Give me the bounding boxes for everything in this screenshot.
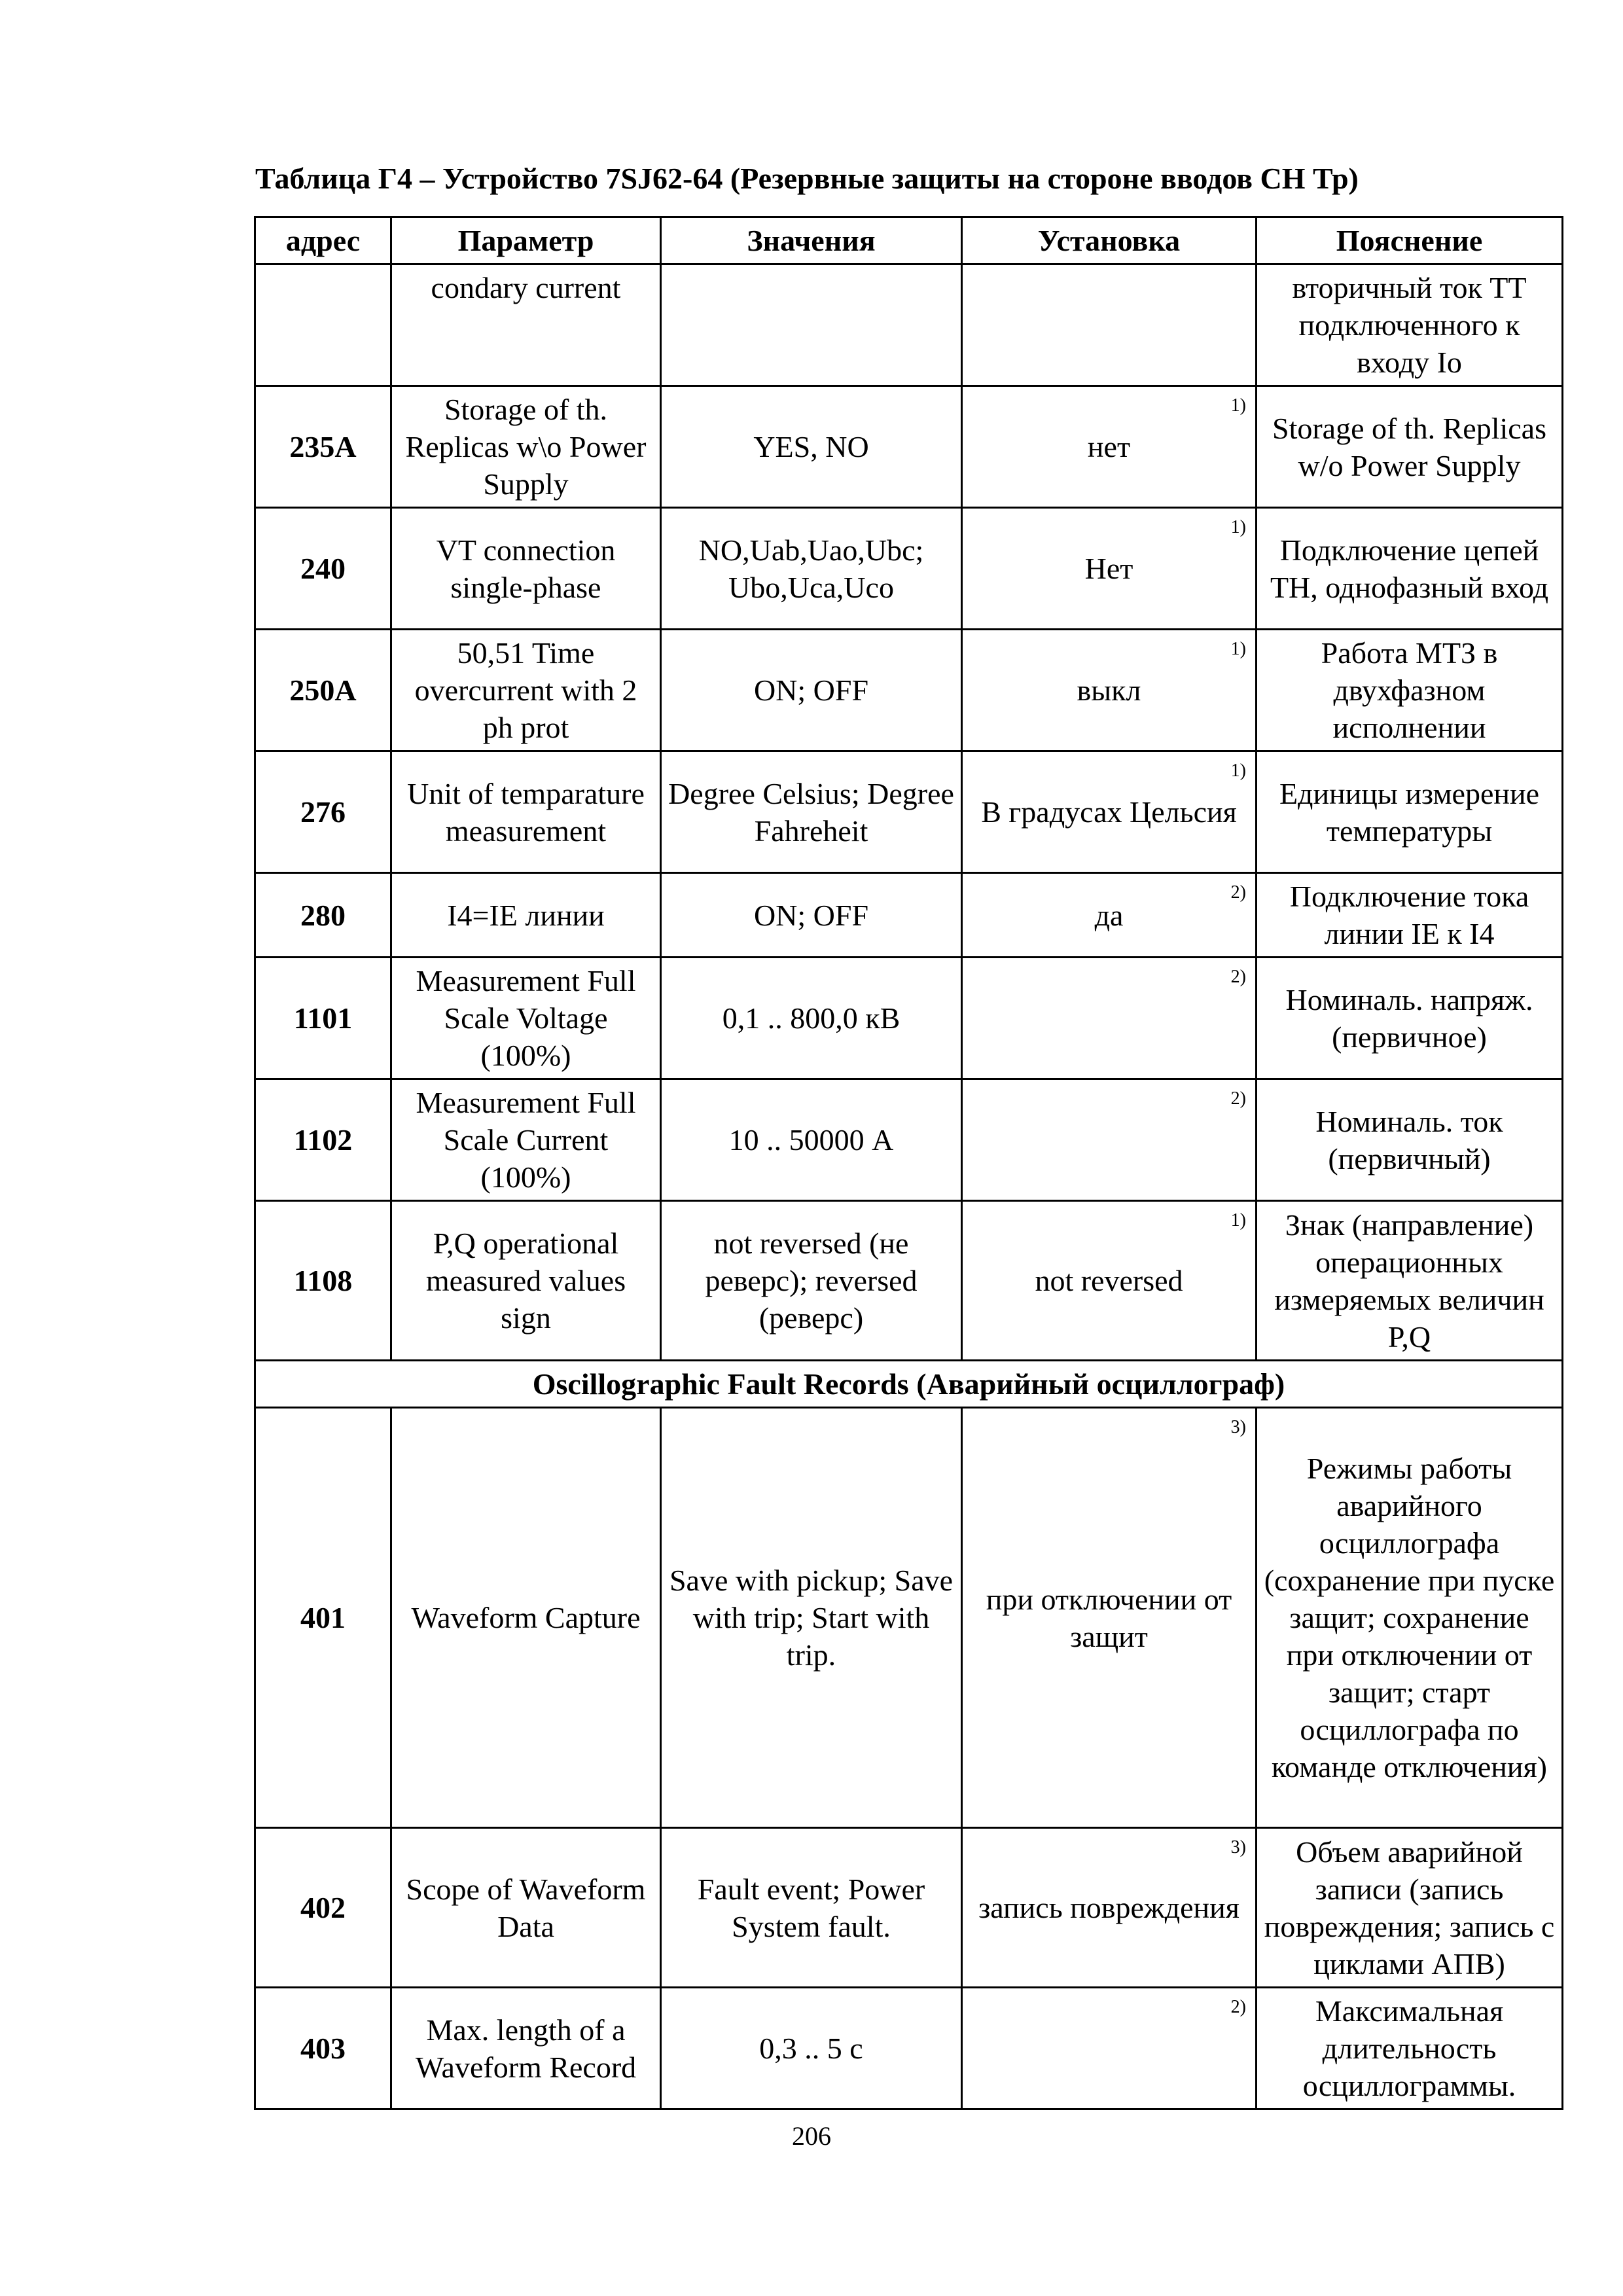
setting-text: при отключении от защит (986, 1582, 1232, 1653)
cell-address: 240 (255, 508, 391, 630)
setting-text: выкл (1077, 673, 1141, 707)
cell-parameter: Max. length of a Waveform Record (391, 1988, 661, 2109)
setting-text: not reversed (1035, 1264, 1183, 1297)
cell-explanation: Объем аварийной записи (запись повреждения; запись с циклами АПВ) (1257, 1828, 1563, 1988)
cell-setting (962, 1079, 1257, 1201)
footnote-mark: 2) (1230, 967, 1246, 987)
cell-parameter: Measurement Full Scale Current (100%) (391, 1079, 661, 1201)
page-number: 206 (792, 2121, 831, 2151)
cell-address (255, 264, 391, 386)
cell-address: 403 (255, 1988, 391, 2109)
cell-parameter: Unit of temparature measurement (391, 751, 661, 873)
cell-values: ON; OFF (661, 873, 962, 958)
table-row (255, 958, 1563, 1079)
header-setting: Установка (962, 217, 1257, 264)
footnote-mark: 1) (1230, 639, 1246, 659)
footnote-mark: 1) (1230, 1210, 1246, 1230)
cell-explanation: Знак (направление) операционных измеряемых величин P,Q (1257, 1201, 1563, 1361)
cell-setting (962, 1828, 1257, 1988)
table-row (255, 1079, 1563, 1201)
cell-values (661, 264, 962, 386)
cell-values: YES, NO (661, 386, 962, 508)
section-row (255, 1361, 1563, 1408)
footnote-mark: 1) (1230, 517, 1246, 537)
cell-parameter: Measurement Full Scale Voltage (100%) (391, 958, 661, 1079)
cell-explanation: Единицы измерение температуры (1257, 751, 1563, 873)
footnote-mark: 2) (1230, 882, 1246, 903)
cell-explanation: Storage of th. Replicas w/o Power Supply (1257, 386, 1563, 508)
cell-address: 280 (255, 873, 391, 958)
cell-setting (962, 873, 1257, 958)
cell-explanation: Номиналь. напряж. (первичное) (1257, 958, 1563, 1079)
cell-explanation: Работа МТЗ в двухфазном исполнении (1257, 630, 1563, 751)
section-title: Oscillographic Fault Records (Аварийный осциллограф) (255, 1361, 1563, 1408)
cell-parameter: P,Q operational measured values sign (391, 1201, 661, 1361)
cell-setting (962, 751, 1257, 873)
cell-values: 10 .. 50000 А (661, 1079, 962, 1201)
table-row (255, 508, 1563, 630)
table-row (255, 751, 1563, 873)
cell-values: 0,3 .. 5 с (661, 1988, 962, 2109)
cell-parameter: Scope of Waveform Data (391, 1828, 661, 1988)
cell-setting (962, 1201, 1257, 1361)
cell-parameter: Waveform Capture (391, 1408, 661, 1828)
settings-table (254, 216, 1563, 2110)
cell-values: not reversed (не реверс); reversed (реверс) (661, 1201, 962, 1361)
table-row (255, 1201, 1563, 1361)
table-row (255, 1408, 1563, 1828)
setting-text: запись повреждения (978, 1891, 1240, 1924)
footnote-mark: 1) (1230, 395, 1246, 416)
table-row (255, 1988, 1563, 2109)
cell-explanation: Максимальная длительность осциллограммы. (1257, 1988, 1563, 2109)
cell-address: 250A (255, 630, 391, 751)
cell-explanation: Подключение цепей ТН, однофазный вход (1257, 508, 1563, 630)
cell-setting (962, 1988, 1257, 2109)
cell-address: 276 (255, 751, 391, 873)
cell-address: 235A (255, 386, 391, 508)
setting-text: нет (1087, 430, 1131, 463)
header-parameter: Параметр (391, 217, 661, 264)
cell-address: 401 (255, 1408, 391, 1828)
table-row (255, 1828, 1563, 1988)
table-row (255, 630, 1563, 751)
setting-text: В градусах Цельсия (981, 795, 1237, 829)
table-row (255, 264, 1563, 386)
cell-setting (962, 386, 1257, 508)
cell-values: ON; OFF (661, 630, 962, 751)
footnote-mark: 3) (1230, 1417, 1246, 1437)
table-row (255, 873, 1563, 958)
footnote-mark: 1) (1230, 761, 1246, 781)
cell-setting (962, 630, 1257, 751)
header-values: Значения (661, 217, 962, 264)
cell-values: 0,1 .. 800,0 кВ (661, 958, 962, 1079)
cell-setting (962, 958, 1257, 1079)
cell-explanation: Подключение тока линии IE к I4 (1257, 873, 1563, 958)
cell-parameter: 50,51 Time overcurrent with 2 ph prot (391, 630, 661, 751)
table-caption: Таблица Г4 – Устройство 7SJ62-64 (Резервные защиты на стороне вводов СН Тр) (255, 162, 1359, 195)
cell-parameter: condary current (391, 264, 661, 386)
cell-values: NO,Uab,Uao,Ubc; Ubo,Uca,Uco (661, 508, 962, 630)
cell-parameter: VT connection single-phase (391, 508, 661, 630)
cell-values: Fault event; Power System fault. (661, 1828, 962, 1988)
cell-setting (962, 264, 1257, 386)
cell-parameter: Storage of th. Replicas w\o Power Supply (391, 386, 661, 508)
cell-address: 1108 (255, 1201, 391, 1361)
header-address: адрес (255, 217, 391, 264)
cell-address: 402 (255, 1828, 391, 1988)
cell-setting (962, 508, 1257, 630)
footnote-mark: 2) (1230, 1997, 1246, 2017)
cell-values: Degree Celsius; Degree Fahreheit (661, 751, 962, 873)
cell-explanation: Режимы работы аварийного осциллографа (сохранение при пуске защит; сохранение при отключении от защит; старт осциллографа по команде отключения) (1257, 1408, 1563, 1828)
cell-address: 1101 (255, 958, 391, 1079)
setting-text: да (1094, 898, 1124, 932)
footnote-mark: 3) (1230, 1837, 1246, 1857)
table-row (255, 386, 1563, 508)
setting-text: Нет (1084, 552, 1133, 585)
cell-explanation: вторичный ток ТТ подключенного к входу Io (1257, 264, 1563, 386)
cell-parameter: I4=IE линии (391, 873, 661, 958)
cell-values: Save with pickup; Save with trip; Start with trip. (661, 1408, 962, 1828)
header-row (255, 217, 1563, 264)
cell-setting (962, 1408, 1257, 1828)
footnote-mark: 2) (1230, 1088, 1246, 1109)
header-explanation: Пояснение (1257, 217, 1563, 264)
cell-address: 1102 (255, 1079, 391, 1201)
cell-explanation: Номиналь. ток (первичный) (1257, 1079, 1563, 1201)
